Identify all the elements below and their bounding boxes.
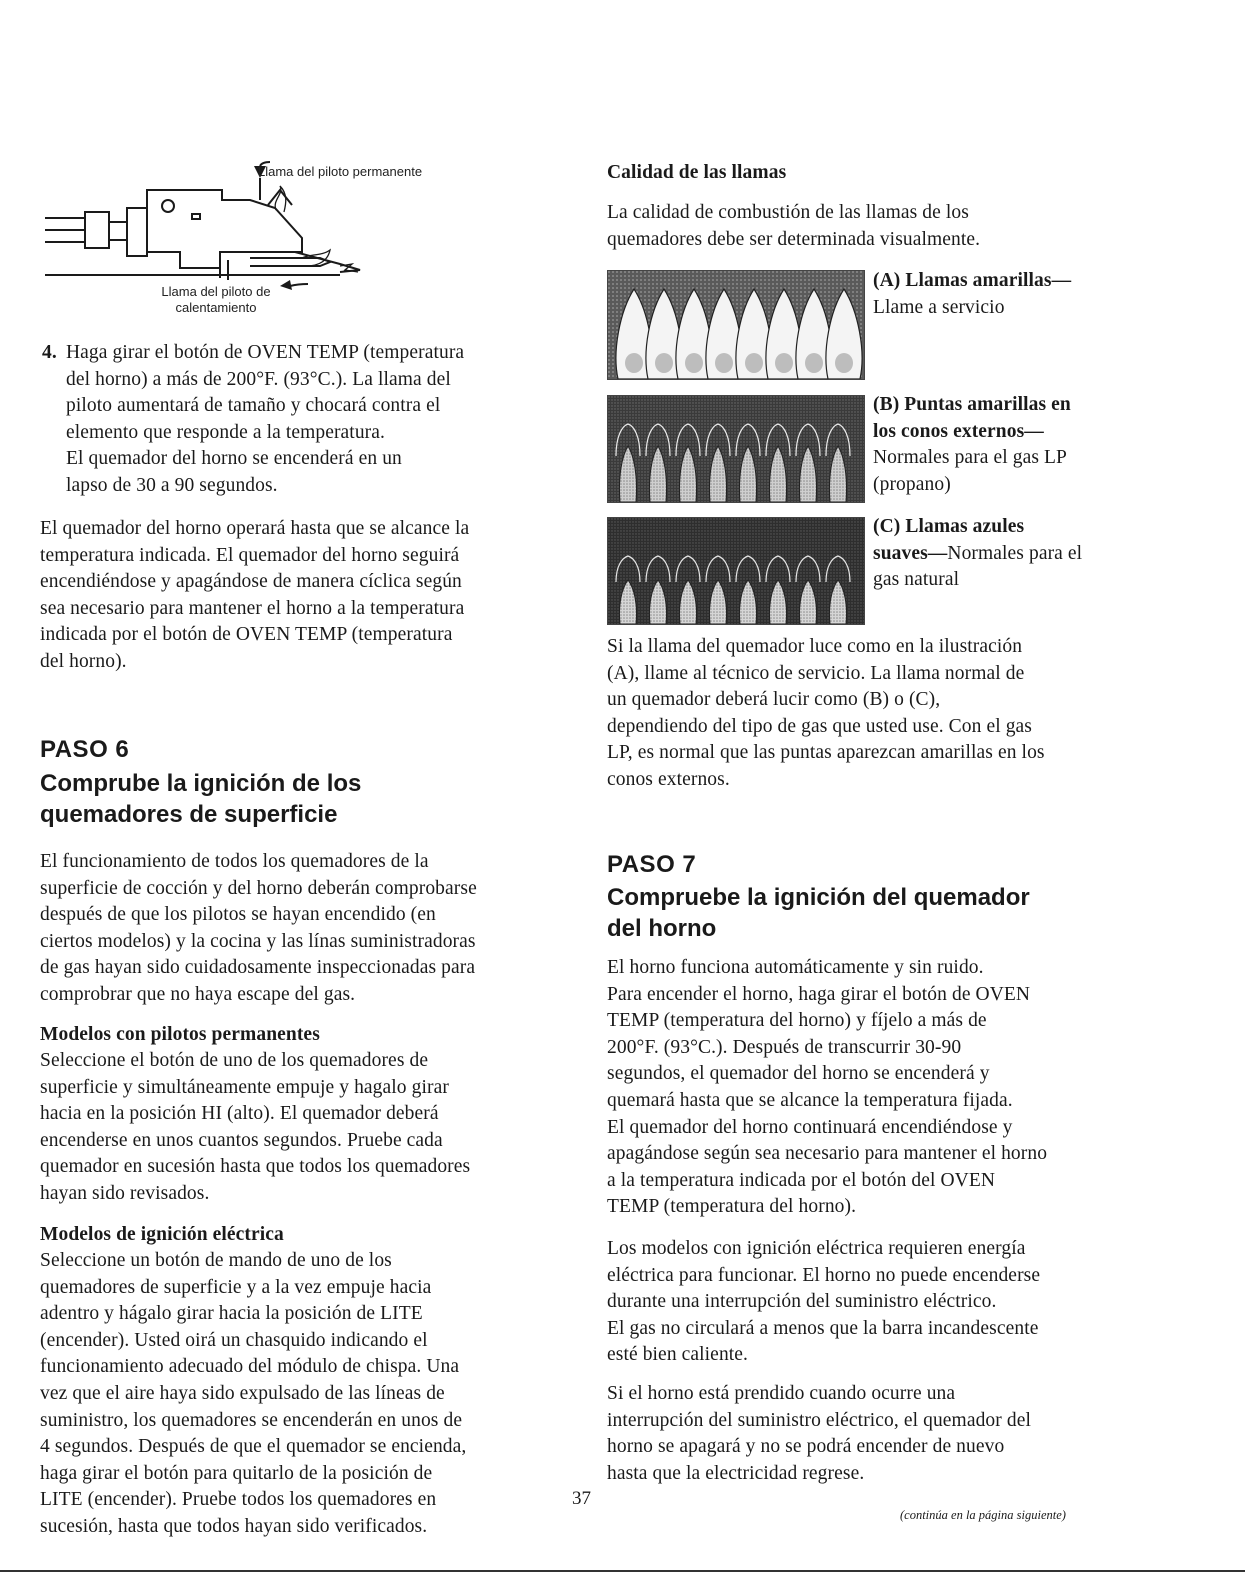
text-line: suministro, los quemadores se encenderán en unos de bbox=[40, 1409, 463, 1431]
permanent-pilot-models-text bbox=[40, 1048, 570, 1208]
text-line: TEMP (temperatura del horno). bbox=[607, 1196, 857, 1218]
text-line: El horno funciona automáticamente y sin ruido. bbox=[607, 957, 984, 978]
text-line: Los modelos con ignición eléctrica requieren energía bbox=[607, 1238, 1026, 1259]
step-7-label: PASO 7 bbox=[607, 851, 697, 878]
text-line: Si la llama del quemador luce como en la ilustración bbox=[607, 636, 1023, 657]
text-line: hasta que la electricidad regrese. bbox=[607, 1462, 865, 1484]
text-line: ciertos modelos) y la cocina y las línas suministradoras bbox=[40, 930, 476, 952]
flame-a-caption bbox=[873, 268, 1133, 321]
surface-burners-paragraph bbox=[40, 849, 570, 1009]
text-line: hacia en la posición HI (alto). El quemador deberá bbox=[40, 1103, 439, 1125]
flame-c-caption-bold-2: suaves— bbox=[873, 542, 948, 564]
text-line: El gas no circulará a menos que la barra incandescente bbox=[607, 1317, 1039, 1339]
text-line: de gas hayan sido cuidadosamente inspeccionadas para bbox=[40, 957, 476, 979]
text-line: sea necesario para mantener el horno a la temperatura bbox=[40, 597, 465, 619]
text-line: elemento que responde a la temperatura. bbox=[66, 421, 386, 443]
text-line: 200°F. (93°C.). Después de transcurrir 30-90 bbox=[607, 1036, 962, 1058]
flame-a-caption-text: Llame a servicio bbox=[873, 296, 1005, 318]
text-line: sucesión, hasta que todos hayan sido verificados. bbox=[40, 1515, 428, 1537]
text-line: (A), llame al técnico de servicio. La llama normal de bbox=[607, 662, 1025, 684]
text-line: indicada por el botón de OVEN TEMP (temperatura bbox=[40, 624, 453, 646]
text-line: hayan sido revisados. bbox=[40, 1182, 210, 1204]
step-6-title bbox=[40, 768, 570, 830]
text-line: quemará hasta que se alcance la temperatura fijada. bbox=[607, 1089, 1013, 1111]
text-line: 4 segundos. Después de que el quemador se encienda, bbox=[40, 1436, 467, 1458]
flame-c-caption-text-1: Normales para el bbox=[947, 542, 1083, 564]
step-6-label: PASO 6 bbox=[40, 736, 130, 763]
blue-flames-image bbox=[608, 518, 864, 624]
text-line: quemadores de superficie y a la vez empuje hacia bbox=[40, 1276, 432, 1298]
diagram-label-permanent-pilot: Llama del piloto permanente bbox=[258, 164, 423, 179]
text-line: El quemador del horno se encenderá en un bbox=[66, 448, 402, 470]
text-line: adentro y hágalo girar hacia la posición de LITE bbox=[40, 1303, 423, 1325]
text-line: segundos, el quemador del horno se encenderá y bbox=[607, 1063, 990, 1085]
flame-quality-intro bbox=[607, 200, 1127, 253]
text-line: piloto aumentará de tamaño y chocará contra el bbox=[66, 395, 441, 417]
electric-ignition-power-paragraph bbox=[607, 1236, 1127, 1369]
text-line: Haga girar el botón de OVEN TEMP (temperatura bbox=[66, 342, 465, 363]
text-line: haga girar el botón para quitarlo de la posición de bbox=[40, 1462, 433, 1484]
flame-c-caption bbox=[873, 514, 1133, 594]
text-line: El quemador del horno operará hasta que se alcance la bbox=[40, 518, 470, 539]
text-line: un quemador deberá lucir como (B) o (C), bbox=[607, 689, 941, 711]
text-line: Seleccione el botón de uno de los quemadores de bbox=[40, 1050, 429, 1071]
text-line: después de que los pilotos se hayan encendido (en bbox=[40, 904, 436, 926]
flame-b-caption-bold-2: los conos externos— bbox=[873, 420, 1044, 442]
heading-line: quemadores de superficie bbox=[40, 801, 338, 828]
text-line: superficie y simultáneamente empuje y hagalo girar bbox=[40, 1076, 449, 1098]
yellow-flames-image bbox=[608, 271, 864, 379]
text-line: del horno). bbox=[40, 650, 127, 672]
flame-c-caption-text-2: gas natural bbox=[873, 569, 960, 591]
text-line: dependiendo del tipo de gas que usted use. Con el gas bbox=[607, 715, 1032, 737]
text-line: funcionamiento adecuado del módulo de chispa. Una bbox=[40, 1356, 460, 1378]
text-line: LITE (encender). Pruebe todos los quemadores en bbox=[40, 1489, 437, 1511]
text-line: vez que el aire haya sido expulsado de las líneas de bbox=[40, 1382, 445, 1404]
text-line: superficie de cocción y del horno deberán comprobarse bbox=[40, 877, 477, 899]
text-line: (encender). Usted oirá un chasquido indicando el bbox=[40, 1329, 428, 1351]
heading-line: Comprube la ignición de los bbox=[40, 770, 362, 797]
text-line: interrupción del suministro eléctrico, el quemador del bbox=[607, 1409, 1031, 1431]
text-line: comprobrar que no haya escape del gas. bbox=[40, 983, 356, 1005]
yellow-tipped-flames-image bbox=[608, 396, 864, 502]
text-line: del horno) a más de 200°F. (93°C.). La llama del bbox=[66, 368, 451, 390]
text-line: El quemador del horno continuará encendiéndose y bbox=[607, 1116, 1013, 1138]
text-line: eléctrica para funcionar. El horno no puede encenderse bbox=[607, 1264, 1041, 1286]
power-outage-paragraph bbox=[607, 1381, 1127, 1487]
flame-b-caption-text-2: (propano) bbox=[873, 473, 951, 495]
flame-quality-heading: Calidad de las llamas bbox=[607, 162, 787, 183]
diagram-label-heating-pilot bbox=[136, 284, 296, 316]
flame-b-caption bbox=[873, 392, 1133, 498]
permanent-pilot-models-heading: Modelos con pilotos permanentes bbox=[40, 1024, 320, 1045]
step-4-text bbox=[66, 340, 576, 500]
page-number: 37 bbox=[572, 1488, 591, 1509]
text-line: horno se apagará y no se podrá encender de nuevo bbox=[607, 1436, 1005, 1458]
continued-note: (continúa en la página siguiente) bbox=[900, 1508, 1066, 1522]
text-line: El funcionamiento de todos los quemadores de la bbox=[40, 851, 429, 872]
flame-illustration-a bbox=[607, 270, 865, 380]
text-line: TEMP (temperatura del horno) y fíjelo a más de bbox=[607, 1010, 987, 1032]
text-line: esté bien caliente. bbox=[607, 1344, 749, 1366]
flame-b-caption-text-1: Normales para el gas LP bbox=[873, 447, 1067, 469]
text-line: La calidad de combustión de las llamas de los bbox=[607, 202, 969, 223]
diagram-label-heating-pilot-line1: Llama del piloto de bbox=[161, 284, 271, 299]
text-line: lapso de 30 a 90 segundos. bbox=[66, 474, 278, 496]
electric-ignition-models-text bbox=[40, 1248, 570, 1541]
text-line: encenderse en unos cuantos segundos. Pruebe cada bbox=[40, 1129, 443, 1151]
text-line: temperatura indicada. El quemador del horno seguirá bbox=[40, 544, 460, 566]
text-line: durante una interrupción del suministro eléctrico. bbox=[607, 1291, 997, 1313]
step-4-number: 4. bbox=[42, 342, 57, 363]
flame-illustration-c bbox=[607, 517, 865, 625]
oven-operation-paragraph bbox=[40, 516, 570, 676]
pilot-diagram bbox=[40, 160, 520, 325]
heading-line: del horno bbox=[607, 915, 717, 942]
diagram-label-heating-pilot-line2: calentamiento bbox=[175, 300, 257, 315]
text-line: quemador en sucesión hasta que todos los quemadores bbox=[40, 1156, 471, 1178]
text-line: apagándose según sea necesario para mantener el horno bbox=[607, 1143, 1048, 1165]
text-line: Si el horno está prendido cuando ocurre una bbox=[607, 1383, 956, 1404]
text-line: a la temperatura indicada por el botón del OVEN bbox=[607, 1169, 996, 1191]
flame-c-caption-line-2 bbox=[873, 541, 1133, 568]
step-7-title bbox=[607, 882, 1127, 944]
flame-explanation-paragraph bbox=[607, 634, 1127, 794]
text-line: encendiéndose y apagándose de manera cíclica según bbox=[40, 571, 462, 593]
flame-c-caption-bold-1: (C) Llamas azules bbox=[873, 516, 1025, 537]
flame-b-caption-bold-1: (B) Puntas amarillas en bbox=[873, 394, 1071, 415]
text-line: quemadores debe ser determinada visualmente. bbox=[607, 228, 981, 250]
flame-a-caption-bold: (A) Llamas amarillas— bbox=[873, 270, 1072, 291]
text-line: LP, es normal que las puntas aparezcan amarillas en los bbox=[607, 742, 1045, 764]
flame-illustration-b bbox=[607, 395, 865, 503]
text-line: Para encender el horno, haga girar el botón de OVEN bbox=[607, 983, 1031, 1005]
text-line: Seleccione un botón de mando de uno de los bbox=[40, 1250, 392, 1271]
bottom-rule bbox=[0, 1570, 1245, 1572]
heading-line: Compruebe la ignición del quemador bbox=[607, 884, 1030, 911]
oven-ignition-paragraph bbox=[607, 955, 1127, 1221]
text-line: conos externos. bbox=[607, 768, 730, 790]
electric-ignition-models-heading: Modelos de ignición eléctrica bbox=[40, 1224, 284, 1245]
